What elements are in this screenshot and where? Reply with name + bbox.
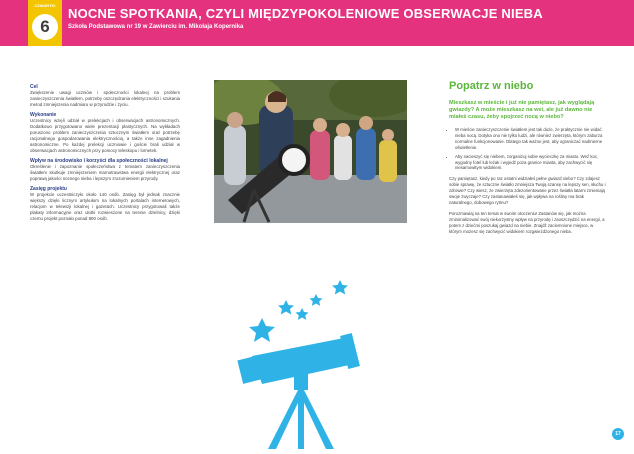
page-subtitle: Szkoła Podstawowa nr 19 w Zawierciu im. Mikołaja Kopernika	[68, 24, 244, 30]
section-heading-execution: Wykonanie	[30, 112, 57, 118]
section-heading-reach: Zasięg projektu	[30, 186, 67, 192]
page-number-badge	[612, 428, 624, 440]
side-paragraph-action: Porozmawiaj na ten temat w swoim otoczeniu! Zastanów się, jak można zminimalizować swój niekorzystny wpływ na przyrodę i zaoszczędzić na energii, a potem z dziećmi poszukaj gwiazd na niebie. Znajdź zaciemnione miejsce, w którym możesz się zachwycić widokiem rozgwieżdżonego nieba.	[449, 210, 605, 234]
section-text-execution: Uczestnicy wzięli udział w prelekcjach i obserwacjach astronomicznych. Dodatkowo przygotowano wiele prezentacji plastycznych. Na wykładach poruszono problem zanieczyszczenia sztucznym światłem oraz potrzebę racjonalnego gospodarowania elektrycznością, a także inne zagadnienia astronomiczne. Po każdej prelekcji uczniowie i goście brali udział w obserwacjach astronomicznych przy pomocy teleskopu i lornetek.	[30, 118, 180, 153]
page-number: 17	[615, 431, 621, 437]
category-tab	[28, 0, 62, 46]
section-text-impact: Określenie i zapoznanie społeczeństwa z tematem zanieczyszczenia światłem skutkuje zmniejszeniem marnotrawstwa energii elektrycznej oraz poprawą jakości nocnego nieba i lepszym zrozumieniem przyrody.	[30, 164, 180, 181]
header-bar	[0, 0, 634, 46]
side-heading: Popatrz w niebo	[449, 80, 534, 92]
project-description	[30, 80, 180, 222]
side-lead: Mieszkasz w mieście i już nie pamiętasz, jak wyglądają gwiazdy? A może mieszkasz na wsi, ale już dawno nie miałeś czasu, żeby spojrzeć nocą w niebo?	[449, 100, 595, 120]
section-text-goal: Zwiększenie uwagi uczniów i społeczności lokalnej na problem zanieczyszczenia światłem, potrzeby oszczędzania elektryczności i szukania metod zmniejszenia nadmiaru w przyrodzie i życiu.	[30, 90, 180, 107]
section-text-reach: W projekcie uczestniczyło około 140 osób. Zasięg był jednak znacznie większy dzięki licznym artykułom na lokalnych portalach internetowych, relacjom w telewizji lokalnej i gazetach. Uczestnicy przygotowali także plakaty informacyjne oraz ulotki rozwieszone na terenie dzielnicy, dzięki czemu projekt poznało ponad 800 osób.	[30, 192, 180, 221]
category-tab-label: CZWARTKI	[34, 3, 56, 8]
telescope-icon	[237, 333, 360, 449]
observation-photo	[214, 80, 407, 223]
page-title: NOCNE SPOTKANIA, CZYLI MIĘDZYPOKOLENIOWE OBSERWACJE NIEBA	[68, 6, 543, 21]
side-bullet-item: • W mieście zanieczyszczenie światłem jest tak duże, że praktycznie nie widać nieba nocą. Dotyka ono nie tylko ludzi, ale również zwierzęta, którym zaburza normalne funkcjonowanie. Dlatego tak ważne jest, aby ograniczać nadmierne oświetlenie.	[455, 127, 607, 151]
side-body	[449, 127, 607, 235]
side-bullet-list	[449, 127, 607, 171]
side-paragraph-questions: Czy pamiętasz, kiedy po raz ostatni widziałeś pełne gwiazd niebo? Czy zdajesz sobie sprawę, że sztuczne światło zmniejsza Twoją szansę na lepszy sen, słuchu i zdrowie? Czy wiesz, że zwierzęta zdezorientowane przez światła latarni zmieniają swoje zwyczaje? Czy zastanawiałeś się, jak wpływa na rośliny ma brak naturalnego, dobowego rytmu?	[449, 176, 606, 205]
side-column	[449, 80, 607, 235]
section-heading-goal: Cel	[30, 84, 38, 90]
project-number: 6	[40, 17, 50, 36]
stars-icon	[249, 280, 348, 342]
project-number-badge	[32, 14, 58, 40]
side-bullet-item: • Aby nacieszyć się niebem, zorganizuj sobie wycieczkę za miasto. Weź koc, wygodny fotel lub leżak i wyjedź poza granice miasta, aby zachwycić się niesamowitym widokiem.	[455, 154, 607, 172]
telescope-illustration	[232, 278, 372, 449]
section-heading-impact: Wpływ na środowisko i korzyści dla społeczności lokalnej	[30, 158, 168, 164]
